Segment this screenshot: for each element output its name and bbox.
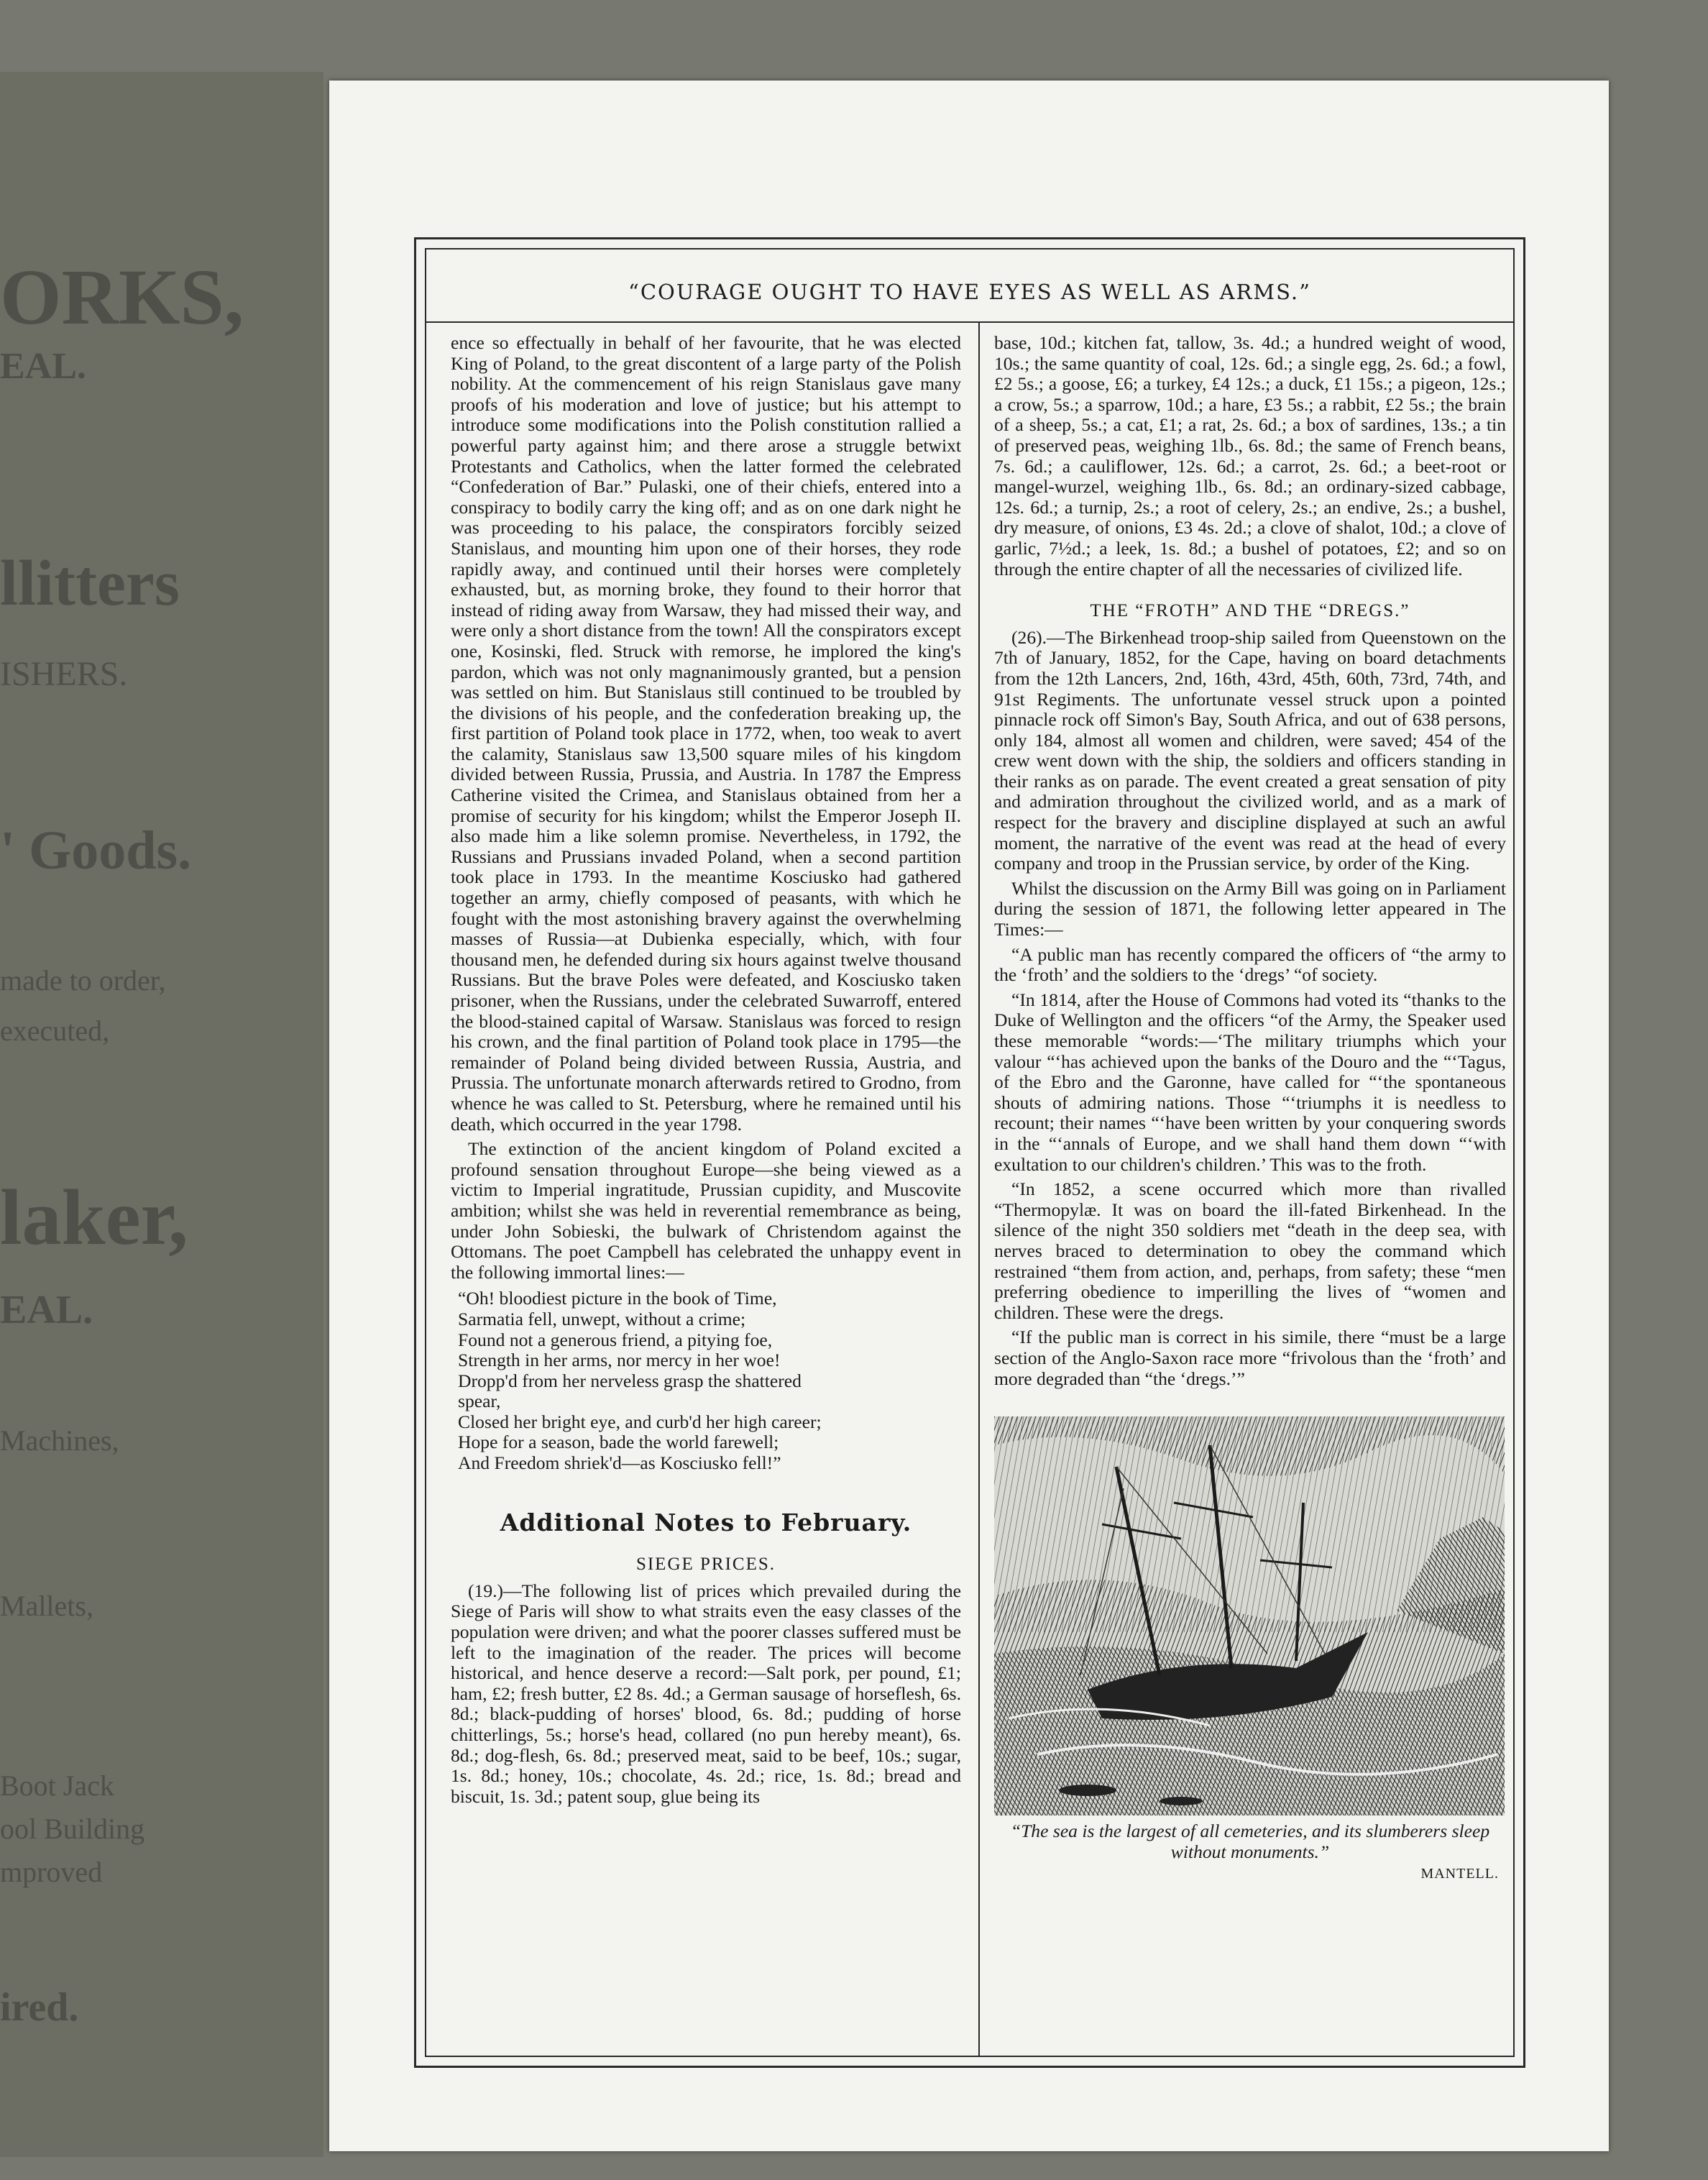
column-divider bbox=[978, 321, 980, 2056]
facing-page-text: made to order, bbox=[0, 964, 166, 997]
siege-prices-heading: SIEGE PRICES. bbox=[635, 1554, 776, 1575]
letter-paragraph-2: “In 1814, after the House of Commons had voted its “thanks to the Duke of Wellington and the officers “of the Army, the Speaker used these memorable “words:—‘The military triumphs which your valour “‘has achieved upon the banks of the Douro and the “‘Tagus, of the Ebro and the Garonne, have called for “‘the spontaneous shouts of admiring nations. Those “‘triumphs it is needless to recount; their names “‘have been written by your conquering swords in the “‘annals of Europe, and we shall hand them down “‘with exultation to our children's children.’ This was to the froth. bbox=[994, 989, 1506, 1175]
engraving-caption: “The sea is the largest of all cemeteries, and its slumberers sleep without monuments.” bbox=[1010, 1821, 1490, 1862]
book-page bbox=[329, 81, 1609, 2151]
letter-paragraph-3: “In 1852, a scene occurred which more than rivalled “Thermopylæ. It was on board the ill-fated Birkenhead. In the silence of the night 350 soldiers met “death in the deep sea, with nerves braced to determination to obey the command which restrained “them from action, and, perhaps, from safety; these “men preferring obedience to imperilling the lives of “women and children. These were the dregs. bbox=[994, 1178, 1506, 1323]
facing-page-text: EAL. bbox=[0, 1288, 93, 1332]
caption-credit: MANTELL. bbox=[1420, 1866, 1499, 1882]
page-motto: “COURAGE OUGHT TO HAVE EYES AS WELL AS ARMS.” bbox=[628, 280, 1311, 304]
facing-page-text: llitters bbox=[0, 548, 180, 619]
campbell-poem: “Oh! bloodiest picture in the book of Time, Sarmatia fell, unwept, without a crime; Found not a generous friend, a pitying foe, Strength in her arms, nor mercy in her woe! Dropp'd from her nerveless grasp the shattered spear, Closed her bright eye, and curb'd her high career; Hope for a season, bade the world farewell; And Freedom shriek'd—as Kosciusko fell!” bbox=[458, 1288, 822, 1474]
letter-paragraph-1: “A public man has recently compared the officers of “the army to the ‘froth’ and the soldiers to the ‘dregs’ “of society. bbox=[994, 943, 1506, 986]
section-title: Additional Notes to February. bbox=[500, 1508, 912, 1536]
facing-page-text: ORKS, bbox=[0, 253, 244, 341]
facing-page-text: Machines, bbox=[0, 1424, 119, 1457]
froth-dregs-heading: THE “FROTH” AND THE “DREGS.” bbox=[1090, 601, 1410, 621]
facing-page-text: mproved bbox=[0, 1856, 103, 1888]
birkenhead-paragraph: (26).—The Birkenhead troop-ship sailed from Queenstown on the 7th of January, 1852, for the Cape, having on board detachments from the 12th Lancers, 2nd, 16th, 43rd, 45th, 60th, 73rd, 74th, and 91st Regiments. The unfortunate vessel struck upon a pointed pinnacle rock off Simon's Bay, South Africa, and out of 638 persons, only 184, almost all women and children, were saved; 454 of the crew went down with the ship, the soldiers and officers standing in their ranks as on parade. The event created a great sensation of pity and admiration throughout the civilized world, and as a mark of respect for the bravery and discipline displayed at such an awful moment, the narrative of the event was read at the head of every company and troop in the Prussian service, by order of the King. bbox=[994, 626, 1506, 874]
prices-continued-paragraph: base, 10d.; kitchen fat, tallow, 3s. 4d.; a hundred weight of wood, 10s.; the same quantity of coal, 12s. 6d.; a single egg, 2s. 6d.; a fowl, £2 5s.; a goose, £6; a turkey, £4 12s.; a duck, £1 15s.; a pigeon, 12s.; a crow, 5s.; a sparrow, 10d.; a hare, £3 5s.; a rabbit, £2 5s.; the brain of a sheep, 5s.; a cat, £1; a rat, 2s. 6d.; a box of sardines, 13s.; a tin of preserved peas, weighing 1lb., 6s. 8d.; the same of French beans, 7s. 6d.; a cauliflower, 12s. 6d.; a carrot, 2s. 6d.; a beet-root or mangel-wurzel, weighing 1lb., 6s. 8d.; an ordinary-sized cabbage, 12s. 6d.; a turnip, 2s.; a root of celery, 2s.; an endive, 2s.; a bushel, dry measure, of onions, £3 4s. 2d.; a clove of shalot, 10d.; a clove of garlic, 7½d.; a leek, 1s. 8d.; a bushel of potatoes, £2; and so on through the entire chapter of all the necessaries of civilized life. bbox=[994, 333, 1506, 580]
left-column bbox=[451, 333, 961, 2041]
header-rule bbox=[426, 321, 1513, 323]
facing-page-text: EAL. bbox=[0, 346, 86, 387]
facing-page-text: ired. bbox=[0, 1985, 79, 2030]
siege-prices-paragraph: (19.)—The following list of prices which prevailed during the Siege of Paris will show to what straits even the easy classes of the population were driven; and what the poorer classes suffered must be left to the imagination of the reader. The prices will become historical, and hence deserve a record:—Salt pork, per pound, £1; ham, £2; fresh butter, £2 8s. 4d.; a German sausage of horseflesh, 6s. 8d.; black-pudding of horses' blood, 6s. 8d.; pudding of horse chitterlings, 5s.; horse's head, collared (no pun hereby meant), 6s. 8d.; dog-flesh, 6s. 8d.; preserved meat, said to be beef, 10s.; sugar, 1s. 8d.; honey, 10s.; chocolate, 4s. 2d.; rice, 1s. 8d.; bread and biscuit, 1s. 3d.; patent soup, glue being its bbox=[451, 1580, 961, 1807]
facing-page-text: laker, bbox=[0, 1173, 188, 1261]
page-inner-border bbox=[425, 248, 1515, 2057]
army-bill-paragraph: Whilst the discussion on the Army Bill was going on in Parliament during the session of 1871, the following letter appeared in The Times:— bbox=[994, 877, 1506, 940]
poland-paragraph: ence so effectually in behalf of her favourite, that he was elected King of Poland, to the great discontent of a large party of the Polish nobility. At the commencement of his reign Stanislaus gave many proofs of his moderation and love of justice; but his attempt to introduce some modifications into the Polish constitution rallied a powerful party against him; and there arose a struggle betwixt Protestants and Catholics, when the latter formed the celebrated “Confederation of Bar.” Pulaski, one of their chiefs, entered into a conspiracy to bodily carry the king off; and as on one dark night he was proceeding to his palace, the conspirators forcibly seized Stanislaus, and mounting him upon one of their horses, they rode rapidly away, and continued until their horses were completely exhausted, but, as morning broke, they found to their horror that instead of riding away from Warsaw, they had missed their way, and were only a short distance from the town! All the conspirators except one, Kosinski, fled. Struck with remorse, he implored the king's pardon, which was not only magnanimously granted, but a pension was settled on him. But Stanislaus still continued to be troubled by the divisions of his people, and the confederation breaking up, the first partition of Poland took place in 1772, when, too weak to avert the calamity, Stanislaus saw 13,500 square miles of his kingdom divided between Russia, Prussia, and Austria. In 1787 the Empress Catherine visited the Crimea, and Stanislaus obtained from her a promise of security for his kingdom; whilst the Emperor Joseph II. also made him a like solemn promise. Nevertheless, in 1792, the Russians and Prussians invaded Poland, when a second partition took place in 1793. In the meantime Kosciusko had gathered together an army, chiefly composed of peasants, with which he fought with the most astonishing bravery against the overwhelming masses of Russia—at Dubienka especially, which, with four thousand men, he defended during six hours against twelve thousand Russians. But the brave Poles were defeated, and Kosciusko taken prisoner, when the Russians, under the celebrated Suwarroff, entered the blood-stained capital of Warsaw. Stanislaus was forced to resign his crown, and the final partition of Poland took place in 1795—the remainder of Poland being divided between Russia, Austria, and Prussia. The unfortunate monarch afterwards retired to Grodno, from whence he was called to St. Petersburg, where he remained until his death, which occurred in the year 1798. bbox=[451, 333, 961, 1135]
right-column bbox=[994, 333, 1506, 2041]
facing-page-text: Boot Jack bbox=[0, 1769, 114, 1802]
facing-page-text: Mallets, bbox=[0, 1590, 93, 1622]
page-border bbox=[414, 237, 1525, 2068]
shipwreck-engraving bbox=[994, 1416, 1505, 1815]
facing-page-text: ' Goods. bbox=[0, 820, 192, 881]
letter-paragraph-4: “If the public man is correct in his simile, there “must be a large section of the Anglo-Saxon race more “frivolous than the ‘froth’ and more degraded than “the ‘dregs.’” bbox=[994, 1327, 1506, 1389]
facing-page bbox=[0, 72, 323, 2157]
facing-page-text: ISHERS. bbox=[0, 655, 128, 693]
extinction-paragraph: The extinction of the ancient kingdom of Poland excited a profound sensation throughout Europe—she being viewed as a victim to Imperial ingratitude, Prussian cupidity, and Muscovite ambition; whilst she was held in reverential remembrance as being, under John Sobieski, the bulwark of Christendom against the Ottomans. The poet Campbell has celebrated the unhappy event in the following immortal lines:— bbox=[451, 1138, 961, 1283]
facing-page-text: executed, bbox=[0, 1015, 110, 1047]
facing-page-text: ool Building bbox=[0, 1813, 145, 1845]
